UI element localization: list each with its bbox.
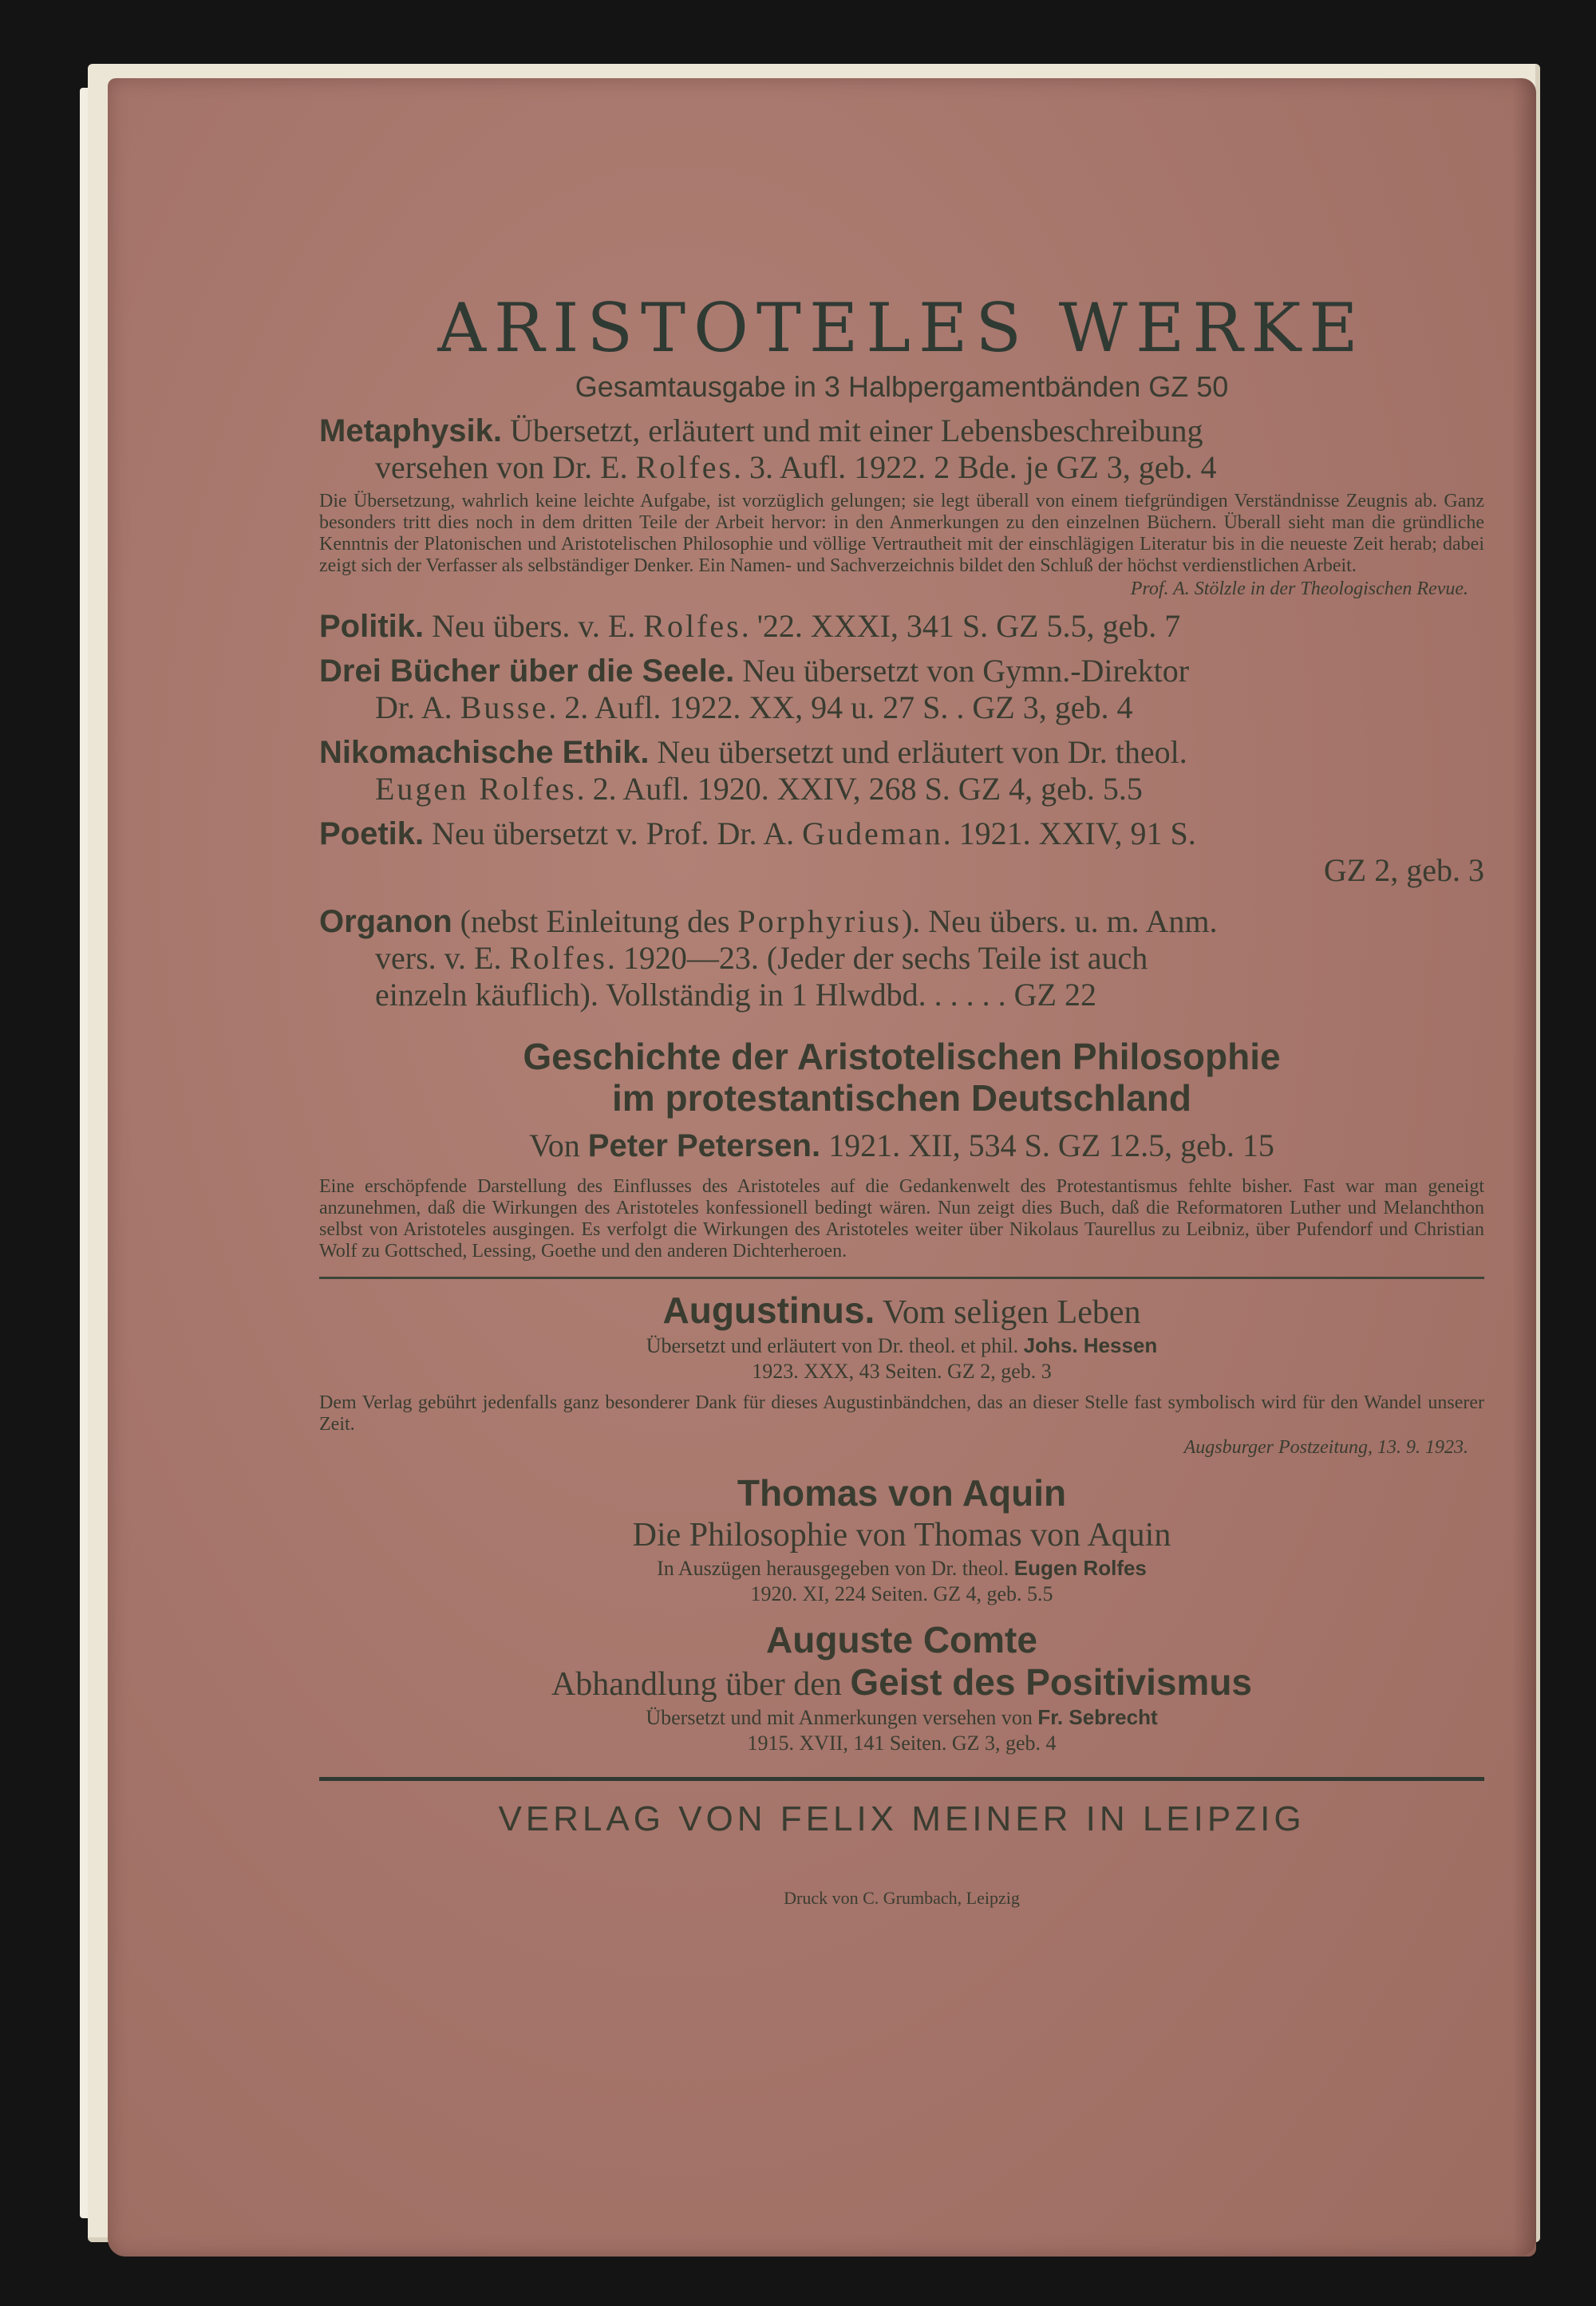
review-text: Eine erschöpfende Darstellung des Einflusses des Aristoteles auf die Gedankenwelt des Protestantismus fehlte bisher. Fast war man geneigt anzunehmen, daß die Wirkungen des Aristoteles konfessionell bedingt wären. Nun zeigt dies Buch, daß die Reformatoren Luther und Melanchthon selbst von Aristoteles ausgingen. Es verfolgt die Wirkungen des Aristoteles weiter über Nikolaus Taurellus zu Leibniz, über Pufendorf und Christian Wolf zu Gottsched, Lessing, Goethe und den anderen Dichterheroen.	[319, 1176, 1484, 1262]
section-geschichte: Geschichte der Aristotelischen Philosophie im protestantischen Deutschland Von Peter Petersen. 1921. XII, 534 S. GZ 12.5, geb. 15 Eine erschöpfende Darstellung des Einflusses des Aristoteles auf die Gedankenwelt des Protestantismus fehlte bisher. Fast war man geneigt anzunehmen, daß die Wirkungen des Aristoteles konfessionell bedingt wären. Nun zeigt dies Buch, daß die Reformatoren Luther und Melanchthon selbst von Aristoteles ausgingen. Es verfolgt die Wirkungen des Aristoteles weiter über Nikolaus Taurellus zu Leibniz, über Pufendorf und Christian Wolf zu Gottsched, Lessing, Goethe und den anderen Dichterheroen.	[319, 1036, 1484, 1262]
review-text: Die Übersetzung, wahrlich keine leichte Aufgabe, ist vorzüglich gelungen; sie legt überall von einem tiefgründigen Verständnisse Zeugnis ab. Ganz besonders tritt dies noch in dem dritten Teile der Arbeit hervor: in den Anmerkungen zu den einzelnen Büchern. Überall sieht man die gründliche Kenntnis der Platonischen und Aristotelischen Philosophie und völlige Vertrautheit mit der einschlägigen Literatur bis in die neueste Zeit herab; dabei zeigt sich der Verfasser als selbständiger Denker. Ein Namen- und Sachverzeichnis bildet den Schluß der höchst verdienstlichen Arbeit.	[319, 491, 1484, 576]
section-aquin: Thomas von Aquin Die Philosophie von Thomas von Aquin In Auszügen herausgegeben von Dr. theol. Eugen Rolfes 1920. XI, 224 Seiten. GZ 4, geb. 5.5	[632, 1472, 1171, 1605]
printer-note: Druck von C. Grumbach, Leipzig	[784, 1888, 1020, 1908]
entry-organon: Organon (nebst Einleitung des Porphyrius). Neu übers. u. m. Anm. vers. v. E. Rolfes. 1920—23. (Jeder der sechs Teile ist auch einzeln käuflich). Vollständig in 1 Hlwdbd. . . . . . GZ 22	[319, 903, 1218, 1013]
entry-poetik: Poetik. Neu übersetzt v. Prof. Dr. A. Gudeman. 1921. XXIV, 91 S. GZ 2, geb. 3	[319, 815, 1484, 888]
section-augustinus: Augustinus. Vom seligen Leben Übersetzt und erläutert von Dr. theol. et phil. Johs. Hessen 1923. XXX, 43 Seiten. GZ 2, geb. 3 Dem Verlag gebührt jedenfalls ganz besonderer Dank für dieses Augustinbändchen, das an dieser Stelle fast symbolisch wird für den Wandel unserer Zeit. Augsburger Postzeitung, 13. 9. 1923.	[319, 1289, 1484, 1458]
section-comte: Auguste Comte Abhandlung über den Geist des Positivismus Übersetzt und mit Anmerkungen versehen von Fr. Sebrecht 1915. XVII, 141 Seiten. GZ 3, geb. 4	[551, 1619, 1253, 1755]
entry-politik: Politik. Neu übers. v. E. Rolfes. '22. XXXI, 341 S. GZ 5.5, geb. 7	[319, 608, 1181, 644]
section-title: Auguste Comte	[766, 1619, 1037, 1660]
review-source: Prof. A. Stölzle in der Theologischen Revue.	[1130, 578, 1468, 599]
review-source: Augsburger Postzeitung, 13. 9. 1923.	[1183, 1437, 1468, 1458]
entry-title: Metaphysik.	[319, 413, 502, 448]
section-title: Augustinus.	[662, 1289, 875, 1331]
author-name: Peter Petersen.	[587, 1128, 821, 1163]
publisher-line: VERLAG VON FELIX MEINER IN LEIPZIG	[498, 1799, 1306, 1838]
entry-ethik: Nikomachische Ethik. Neu übersetzt und erläutert von Dr. theol. Eugen Rolfes. 2. Aufl. 1920. XXIV, 268 S. GZ 4, geb. 5.5	[319, 734, 1187, 807]
cover-content	[319, 290, 1484, 1909]
back-cover	[108, 78, 1536, 2257]
entry-metaphysik: Metaphysik. Übersetzt, erläutert und mit einer Lebensbeschreibung versehen von Dr. E. Rolfes. 3. Aufl. 1922. 2 Bde. je GZ 3, geb. 4	[319, 413, 1217, 485]
entry-title: Politik.	[319, 609, 425, 644]
section-title-2: im protestantischen Deutschland	[612, 1077, 1191, 1119]
entry-seele: Drei Bücher über die Seele. Neu übersetzt von Gymn.-Direktor Dr. A. Busse. 2. Aufl. 1922. XX, 94 u. 27 S. . GZ 3, geb. 4	[319, 653, 1190, 725]
entry-title: Nikomachische Ethik.	[319, 735, 650, 770]
section-title: Thomas von Aquin	[737, 1472, 1067, 1514]
main-title: ARISTOTELES WERKE	[437, 289, 1366, 367]
cover-edge-shadow	[1512, 78, 1536, 2257]
entry-title: Organon	[319, 904, 452, 939]
entry-title: Drei Bücher über die Seele.	[319, 653, 735, 689]
entry-title: Poetik.	[319, 816, 425, 851]
divider	[319, 1277, 1484, 1279]
review-text: Dem Verlag gebührt jedenfalls ganz besonderer Dank für dieses Augustinbändchen, das an dieser Stelle fast symbolisch wird für den Wandel unserer Zeit.	[319, 1392, 1484, 1435]
section-title: Geschichte der Aristotelischen Philosophie	[523, 1036, 1281, 1077]
main-subtitle: Gesamtausgabe in 3 Halbpergamentbänden GZ 50	[575, 370, 1229, 403]
divider-thick	[319, 1777, 1484, 1781]
